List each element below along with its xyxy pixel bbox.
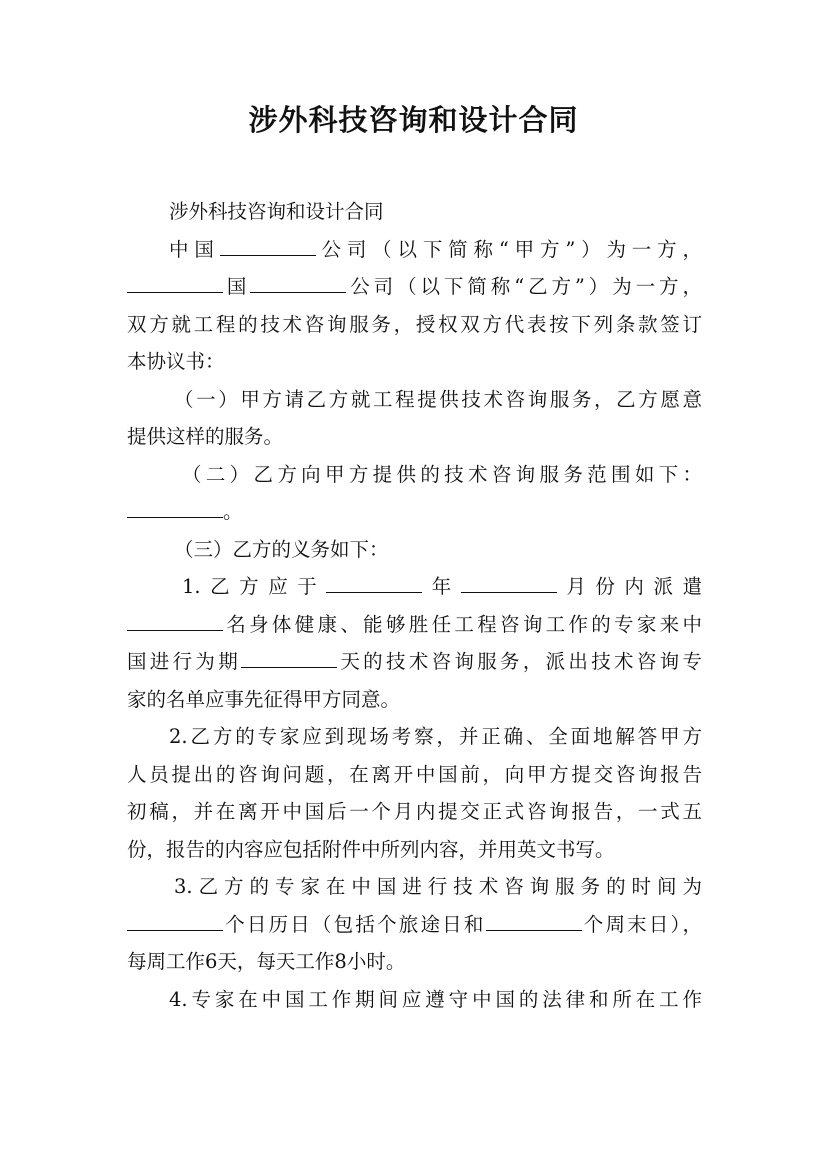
paragraph-line — [127, 568, 702, 606]
paragraph-line — [127, 793, 702, 831]
paragraph-line — [127, 381, 702, 419]
paragraph-line — [127, 606, 702, 644]
text: 初稿，并在离开中国后一个月内提交正式咨询报告，一式五 — [127, 800, 702, 823]
text: 国进行为期 — [127, 650, 242, 673]
text: 本协议书： — [127, 350, 225, 373]
paragraph-line — [127, 681, 702, 719]
paragraph-line — [127, 268, 702, 306]
paragraph-line — [127, 418, 702, 456]
paragraph-line — [127, 831, 702, 869]
text: 4.专家在中国工作期间应遵守中国的法律和所在工作 — [169, 987, 702, 1011]
text: 每周工作6天，每天工作8小时。 — [127, 950, 406, 973]
text: 中国 — [169, 237, 220, 261]
paragraph-line — [127, 531, 702, 569]
text: 个周末日）， — [581, 912, 702, 936]
fill-blank — [250, 272, 346, 293]
text: 1.乙方应于 — [182, 575, 327, 598]
fill-blank — [486, 910, 582, 931]
paragraph-line — [127, 756, 702, 794]
text: 个日历日（包括个旅途日和 — [223, 912, 486, 936]
paragraph-line — [127, 906, 702, 944]
paragraph-line — [127, 493, 702, 531]
document-body — [127, 193, 702, 1018]
text: 家的名单应事先征得甲方同意。 — [127, 687, 401, 711]
fill-blank — [127, 497, 223, 518]
text: 公司（以下简称“甲方”）为一方， — [315, 237, 702, 261]
paragraph-line — [127, 943, 702, 981]
fill-blank — [326, 572, 422, 593]
paragraph-line — [127, 981, 702, 1019]
text: 名身体健康、能够胜任工程咨询工作的专家来中 — [223, 612, 702, 636]
text: （三）乙方的义务如下： — [174, 537, 389, 561]
paragraph-line — [127, 306, 702, 344]
text: 公司（以下简称“乙方”）为一方， — [346, 275, 702, 298]
paragraph-line — [127, 456, 702, 494]
text: （二）乙方向甲方提供的技术咨询服务范围如下： — [182, 462, 702, 486]
text: 。 — [223, 500, 243, 523]
text: 2.乙方的专家应到现场考察，并正确、全面地解答甲方 — [169, 725, 702, 748]
text: 年 — [422, 575, 461, 598]
paragraph-line — [127, 643, 702, 681]
text: （一）甲方请乙方就工程提供技术咨询服务，乙方愿意 — [174, 387, 702, 411]
fill-blank — [461, 572, 557, 593]
text: 天的技术咨询服务，派出技术咨询专 — [337, 650, 702, 673]
text: 份，报告的内容应包括附件中所列内容，并用英文书写。 — [127, 837, 615, 861]
fill-blank — [241, 647, 337, 668]
text: 国 — [223, 275, 251, 298]
paragraph-line — [127, 718, 702, 756]
fill-blank — [127, 272, 223, 293]
paragraph-line — [127, 343, 702, 381]
document-title: 涉外科技咨询和设计合同 — [248, 103, 579, 137]
paragraph-line — [127, 193, 702, 231]
text: 人员提出的咨询问题，在离开中国前，向甲方提交咨询报告 — [127, 762, 702, 786]
text: 月份内派遣 — [556, 575, 702, 598]
paragraph-line — [127, 231, 702, 269]
text: 涉外科技咨询和设计合同 — [169, 200, 384, 223]
text: 3.乙方的专家在中国进行技术咨询服务的时间为 — [174, 875, 702, 898]
text: 提供这样的服务。 — [127, 425, 284, 448]
fill-blank — [127, 910, 223, 931]
fill-blank — [220, 235, 316, 256]
text: 双方就工程的技术咨询服务，授权双方代表按下列条款签订 — [127, 312, 702, 336]
fill-blank — [127, 610, 223, 631]
paragraph-line — [127, 868, 702, 906]
